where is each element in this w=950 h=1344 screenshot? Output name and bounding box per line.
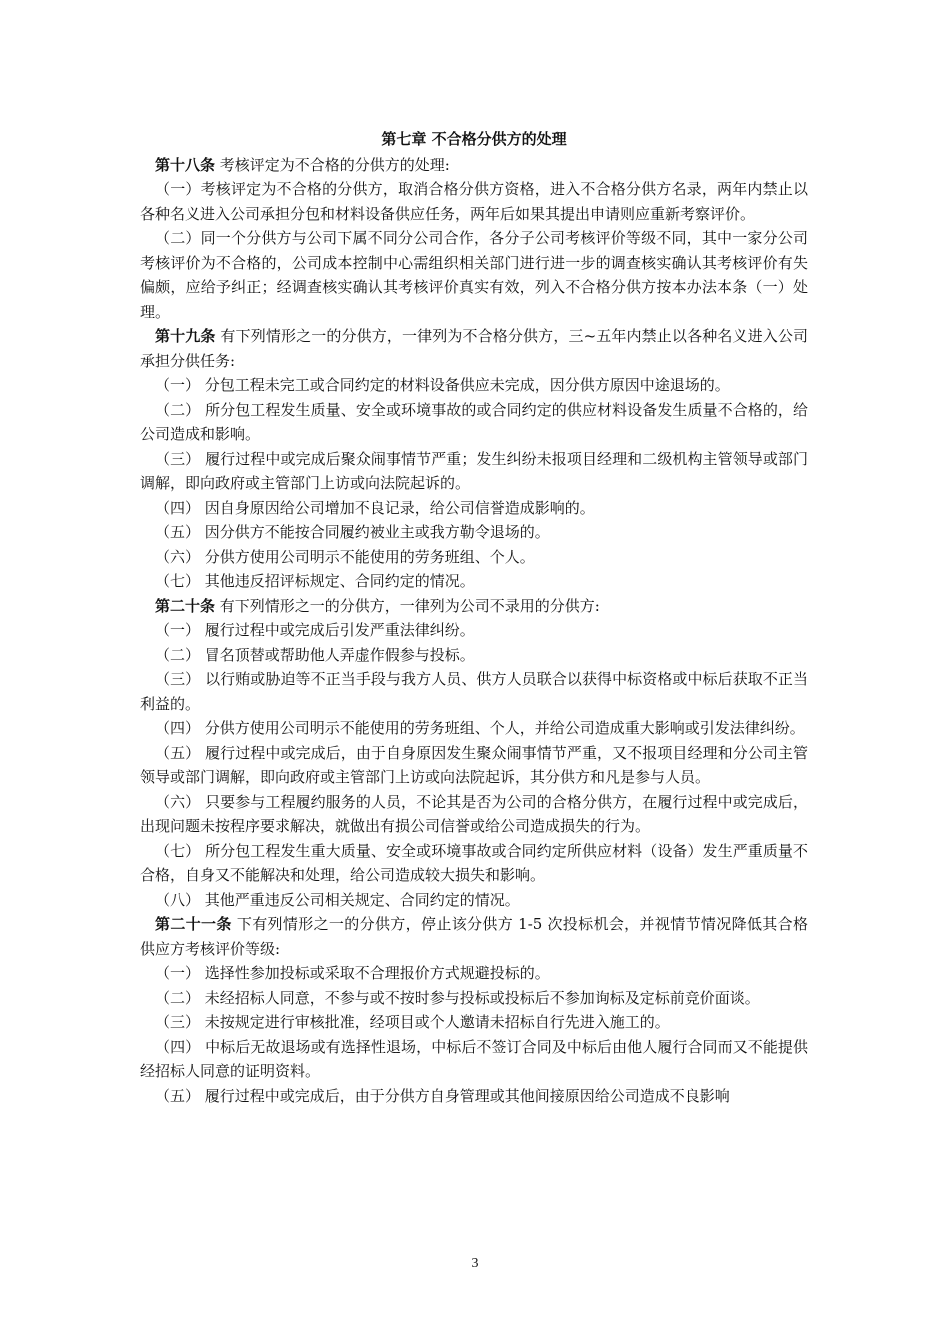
- article-paragraph: [140, 153, 808, 178]
- clause-paragraph: [140, 569, 808, 594]
- paragraph-text: （四） 中标后无故退场或有选择性退场，中标后不签订合同及中标后由他人履行合同而又不能提供经招标人同意的证明资料。: [140, 1037, 808, 1080]
- clause-paragraph: [140, 447, 808, 496]
- clause-paragraph: [140, 496, 808, 521]
- paragraph-text: （二） 所分包工程发生质量、安全或环境事故的或合同约定的供应材料设备发生质量不合格的，给公司造成和影响。: [140, 400, 808, 443]
- paragraph-text: （五） 履行过程中或完成后，由于分供方自身管理或其他间接原因给公司造成不良影响: [155, 1086, 730, 1105]
- clause-paragraph: [140, 741, 808, 790]
- paragraph-text: （一） 选择性参加投标或采取不合理报价方式规避投标的。: [155, 964, 550, 982]
- article-paragraph: [140, 324, 808, 373]
- clause-paragraph: [140, 226, 808, 324]
- article-paragraph: [140, 912, 808, 961]
- clause-paragraph: [140, 888, 808, 913]
- paragraph-text: （八） 其他严重违反公司相关规定、合同约定的情况。: [155, 890, 520, 909]
- paragraph-text: （七） 所分包工程发生重大质量、安全或环境事故或合同约定所供应材料（设备）发生严重质量不合格，自身又不能解决和处理，给公司造成较大损失和影响。: [140, 841, 808, 884]
- paragraph-text: （六） 只要参与工程履约服务的人员，不论其是否为公司的合格分供方，在履行过程中或完成后，出现问题未按程序要求解决，就做出有损公司信誉或给公司造成损失的行为。: [140, 792, 808, 835]
- paragraph-text: （三） 未按规定进行审核批准，经项目或个人邀请未招标自行先进入施工的。: [155, 1013, 670, 1031]
- clause-paragraph: [140, 1084, 808, 1109]
- paragraph-text: （一）考核评定为不合格的分供方，取消合格分供方资格，进入不合格分供方名录，两年内禁止以各种名义进入公司承担分包和材料设备供应任务，两年后如果其提出申请则应重新考察评价。: [140, 180, 808, 223]
- clause-paragraph: [140, 790, 808, 839]
- paragraph-text: 有下列情形之一的分供方，一律列为不合格分供方，三~五年内禁止以各种名义进入公司承担分供任务:: [140, 327, 808, 370]
- clause-paragraph: [140, 716, 808, 741]
- clause-paragraph: [140, 545, 808, 570]
- paragraph-text: （二） 未经招标人同意，不参与或不按时参与投标或投标后不参加询标及定标前竞价面谈。: [155, 988, 760, 1007]
- page-content: [140, 127, 808, 1108]
- paragraph-text: （五） 履行过程中或完成后，由于自身原因发生聚众闹事情节严重，又不报项目经理和分公司主管领导或部门调解，即向政府或主管部门上访或向法院起诉，其分供方和凡是参与人员。: [140, 743, 808, 786]
- article-number: 第十九条: [155, 327, 216, 345]
- paragraph-text: 下有列情形之一的分供方，停止该分供方 1-5 次投标机会，并视情节情况降低其合格供应方考核评价等级:: [140, 915, 808, 958]
- clause-paragraph: [140, 398, 808, 447]
- chapter-title: 第七章 不合格分供方的处理: [381, 130, 567, 148]
- paragraph-text: （一） 分包工程未完工或合同约定的材料设备供应未完成，因分供方原因中途退场的。: [155, 376, 730, 394]
- paragraph-text: （四） 因自身原因给公司增加不良记录，给公司信誉造成影响的。: [155, 498, 595, 517]
- clause-paragraph: [140, 1035, 808, 1084]
- paragraph-text: （四） 分供方使用公司明示不能使用的劳务班组、个人，并给公司造成重大影响或引发法律纠纷。: [155, 719, 805, 737]
- clause-paragraph: [140, 643, 808, 668]
- paragraph-text: （三） 以行贿或胁迫等不正当手段与我方人员、供方人员联合以获得中标资格或中标后获取不正当利益的。: [140, 670, 808, 713]
- clause-paragraph: [140, 839, 808, 888]
- paragraph-text: 有下列情形之一的分供方，一律列为公司不录用的分供方:: [215, 596, 600, 615]
- paragraph-text: （二） 冒名顶替或帮助他人弄虚作假参与投标。: [155, 645, 475, 664]
- article-list: [140, 153, 808, 1109]
- article-number: 第二十一条: [155, 915, 232, 933]
- clause-paragraph: [140, 177, 808, 226]
- paragraph-text: 考核评定为不合格的分供方的处理:: [215, 155, 450, 174]
- clause-paragraph: [140, 618, 808, 643]
- clause-paragraph: [140, 1010, 808, 1035]
- clause-paragraph: [140, 373, 808, 398]
- paragraph-text: （七） 其他违反招评标规定、合同约定的情况。: [155, 572, 475, 590]
- paragraph-text: （六） 分供方使用公司明示不能使用的劳务班组、个人。: [155, 547, 535, 566]
- clause-paragraph: [140, 667, 808, 716]
- paragraph-text: （二）同一个分供方与公司下属不同分公司合作，各分子公司考核评价等级不同，其中一家分公司考核评价为不合格的，公司成本控制中心需组织相关部门进行进一步的调查核实确认其考核评价有失偏颇，应给予纠正；经调查核实确认其考核评价真实有效，列入不合格分供方按本办法本条（一）处理。: [140, 229, 808, 321]
- page-number: 3: [471, 1256, 479, 1271]
- paragraph-text: （三） 履行过程中或完成后聚众闹事情节严重；发生纠纷未报项目经理和二级机构主管领导或部门调解，即向政府或主管部门上访或向法院起诉的。: [140, 449, 808, 492]
- article-number: 第十八条: [155, 155, 216, 174]
- clause-paragraph: [140, 961, 808, 986]
- paragraph-text: （五） 因分供方不能按合同履约被业主或我方勒令退场的。: [155, 523, 550, 541]
- clause-paragraph: [140, 520, 808, 545]
- paragraph-text: （一） 履行过程中或完成后引发严重法律纠纷。: [155, 621, 475, 639]
- article-number: 第二十条: [155, 596, 216, 615]
- article-paragraph: [140, 594, 808, 619]
- clause-paragraph: [140, 986, 808, 1011]
